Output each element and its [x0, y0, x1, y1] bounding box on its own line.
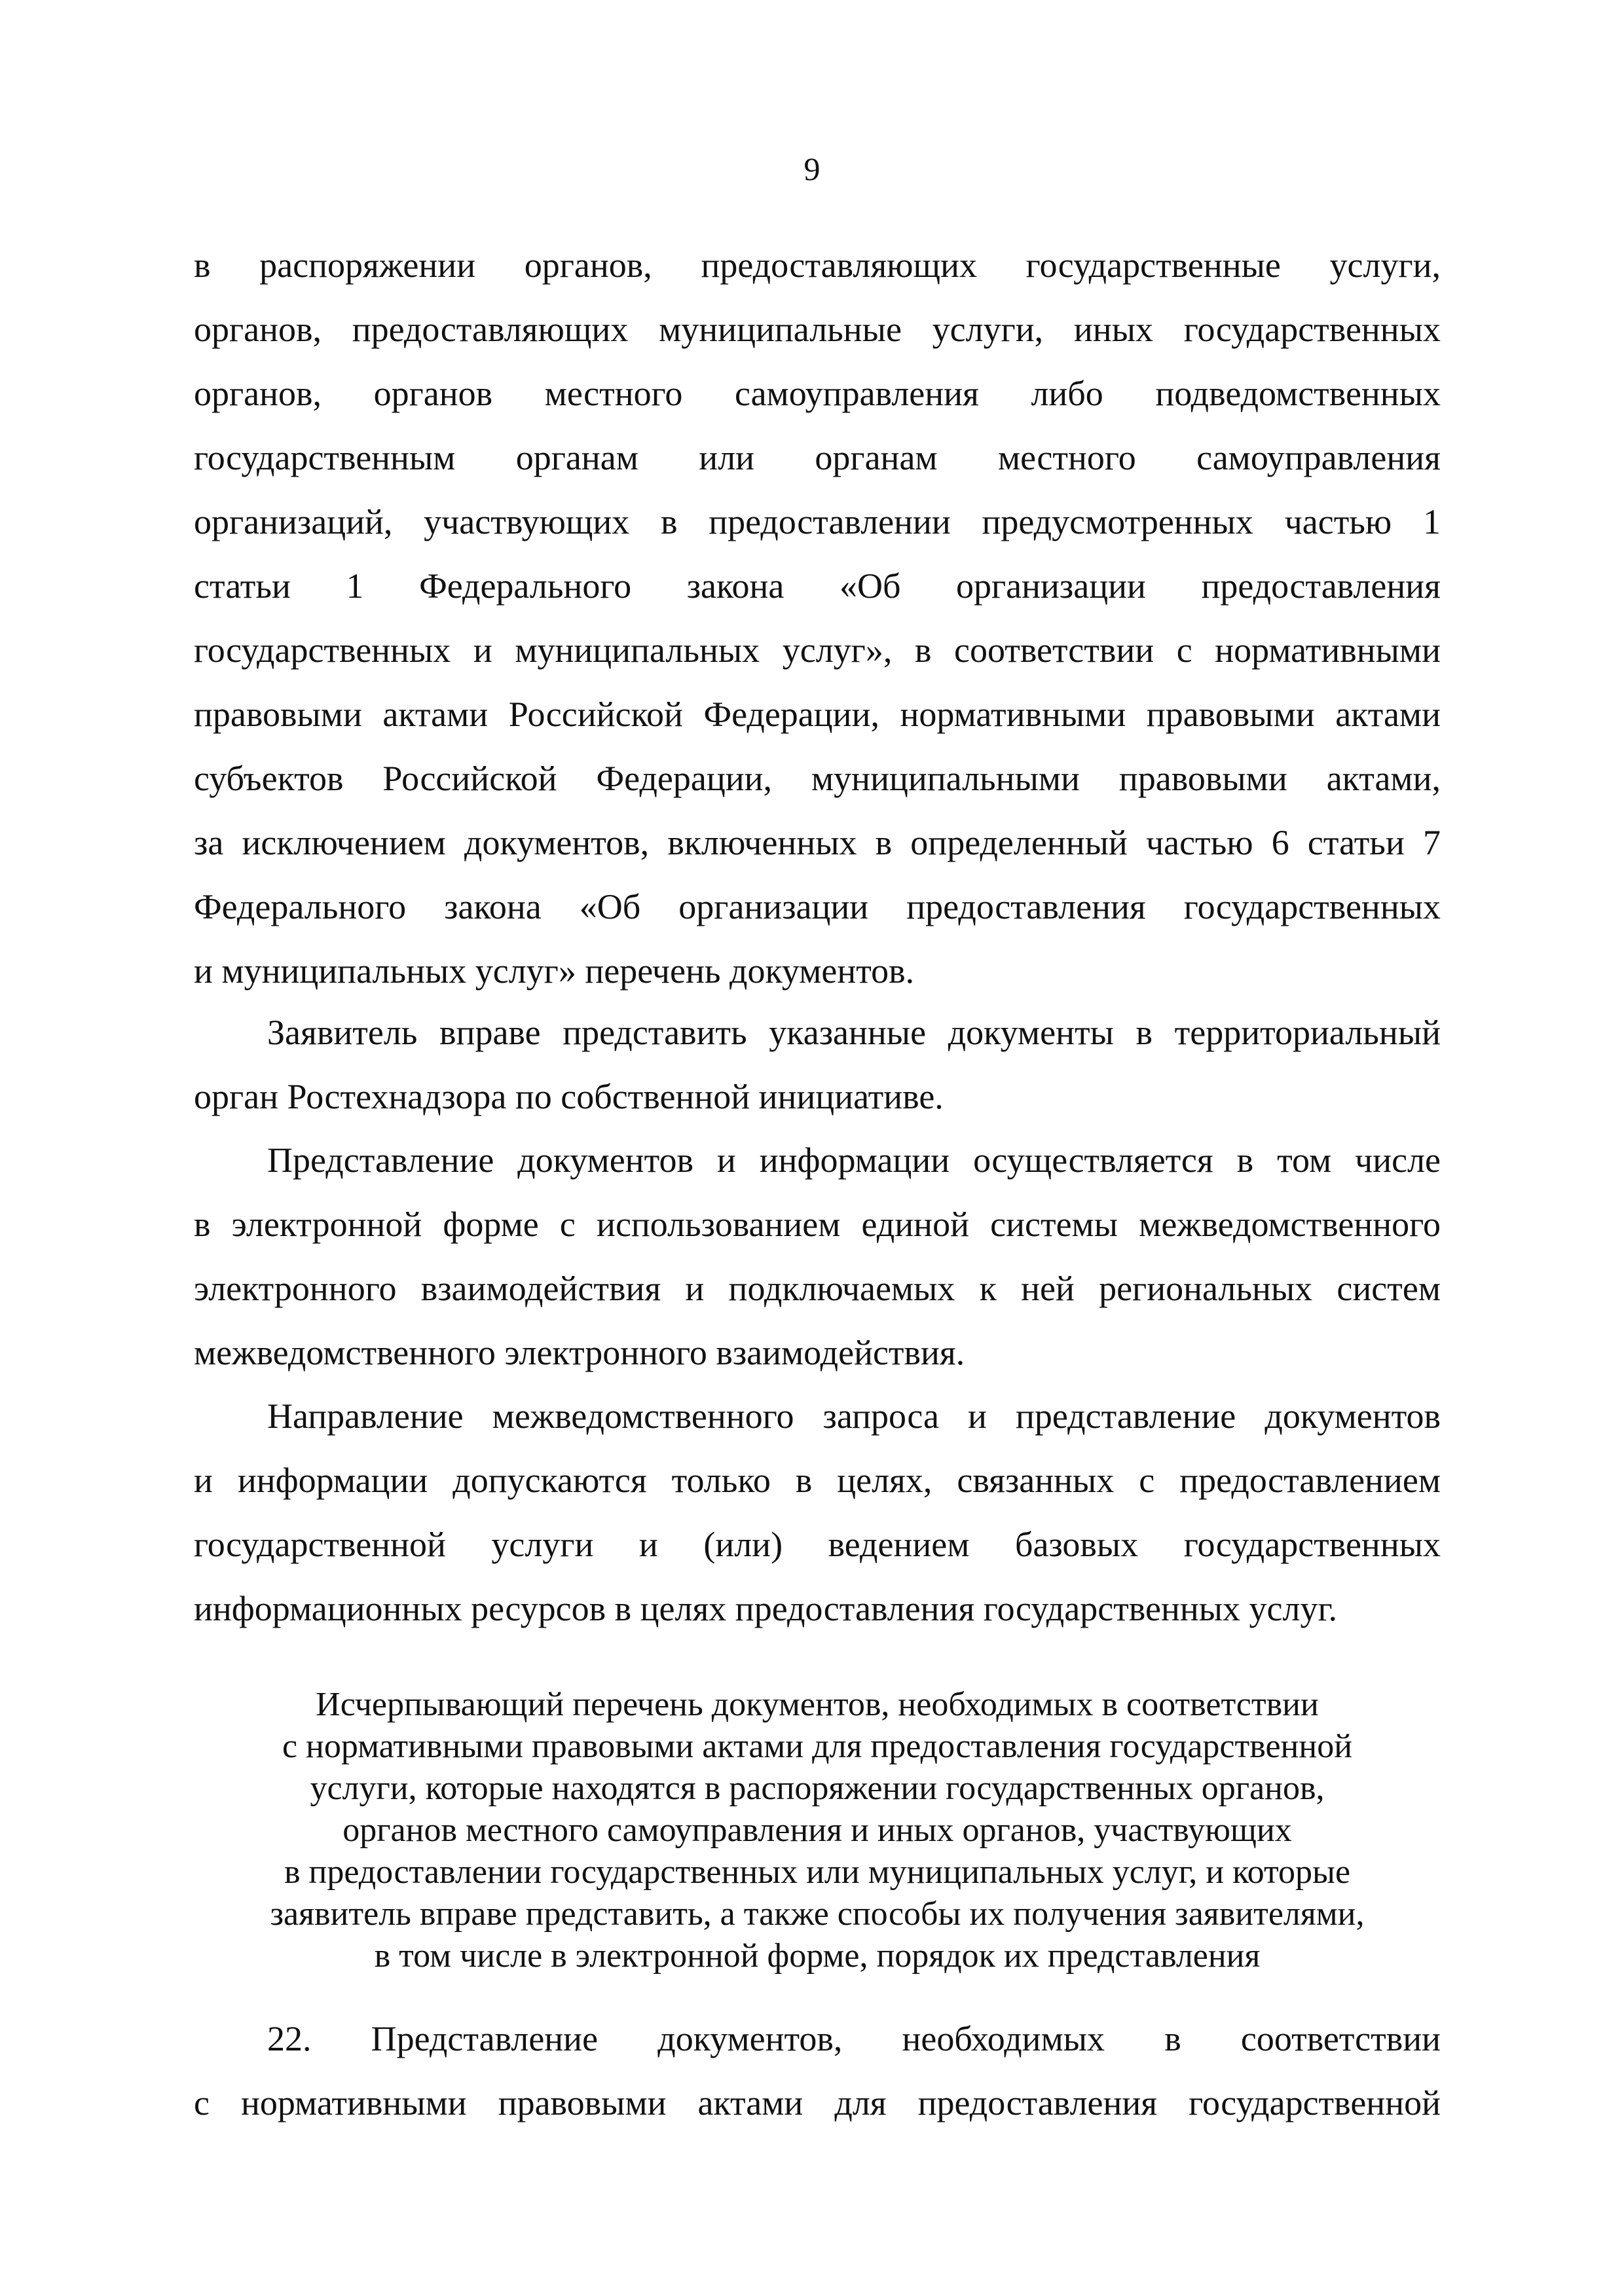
paragraph-continuation	[194, 233, 1441, 1003]
paragraph-line: государственных и муниципальных услуг», в соответствии с нормативными	[194, 630, 1441, 670]
paragraph-line: органов, предоставляющих муниципальные услуги, иных государственных	[194, 310, 1441, 349]
paragraph-line: Федерального закона «Об организации предоставления государственных	[194, 887, 1441, 926]
paragraph-line: с нормативными правовыми актами для предоставления государственной	[194, 2083, 1441, 2123]
page-number: 9	[803, 151, 821, 187]
paragraph-line: межведомственного электронного взаимодействия.	[194, 1333, 965, 1372]
paragraph-line: субъектов Российской Федерации, муниципальными правовыми актами,	[194, 759, 1441, 798]
heading-line: органов местного самоуправления и иных органов, участвующих	[342, 1812, 1292, 1849]
paragraph-line: и муниципальных услуг» перечень документов.	[194, 951, 915, 991]
heading-line: Исчерпывающий перечень документов, необходимых в соответствии	[316, 1686, 1319, 1723]
paragraph-applicant-right	[194, 1000, 1441, 1129]
heading-line: с нормативными правовыми актами для предоставления государственной	[282, 1728, 1353, 1765]
paragraph-line: электронного взаимодействия и подключаемых к ней региональных систем	[194, 1269, 1441, 1308]
paragraph-line: в распоряжении органов, предоставляющих государственные услуги,	[194, 246, 1441, 285]
paragraph-line: и информации допускаются только в целях, связанных с предоставлением	[194, 1461, 1441, 1500]
paragraph-line: Представление документов и информации осуществляется в том числе	[267, 1140, 1441, 1180]
paragraph-line: информационных ресурсов в целях предоставления государственных услуг.	[194, 1589, 1338, 1628]
paragraph-line: государственным органам или органам местного самоуправления	[194, 438, 1441, 477]
paragraph-22	[194, 2007, 1441, 2135]
paragraph-line: в электронной форме с использованием единой системы межведомственного	[194, 1205, 1441, 1244]
heading-line: в предоставлении государственных или муниципальных услуг, и которые	[284, 1853, 1351, 1891]
heading-line: заявитель вправе представить, а также способы их получения заявителями,	[270, 1895, 1365, 1933]
paragraph-interagency-request	[194, 1384, 1441, 1641]
paragraph-line: органов, органов местного самоуправления либо подведомственных	[194, 374, 1441, 413]
section-heading	[194, 1684, 1441, 1977]
paragraph-line: правовыми актами Российской Федерации, нормативными правовыми актами	[194, 695, 1441, 734]
paragraph-line: статьи 1 Федерального закона «Об организации предоставления	[194, 566, 1441, 606]
paragraph-line: Направление межведомственного запроса и представление документов	[267, 1396, 1441, 1436]
heading-line: услуги, которые находятся в распоряжении государственных органов,	[310, 1770, 1325, 1807]
paragraph-line: 22. Представление документов, необходимых в соответствии	[267, 2019, 1441, 2058]
paragraph-line: орган Ростехнадзора по собственной инициативе.	[194, 1077, 944, 1116]
paragraph-line: государственной услуги и (или) ведением базовых государственных	[194, 1525, 1441, 1564]
paragraph-line: организаций, участвующих в предоставлении предусмотренных частью 1	[194, 502, 1441, 541]
paragraph-electronic-interaction	[194, 1128, 1441, 1385]
paragraph-line: Заявитель вправе представить указанные документы в территориальный	[267, 1013, 1441, 1052]
paragraph-line: за исключением документов, включенных в определенный частью 6 статьи 7	[194, 823, 1441, 862]
heading-line: в том числе в электронной форме, порядок их представления	[374, 1937, 1261, 1975]
